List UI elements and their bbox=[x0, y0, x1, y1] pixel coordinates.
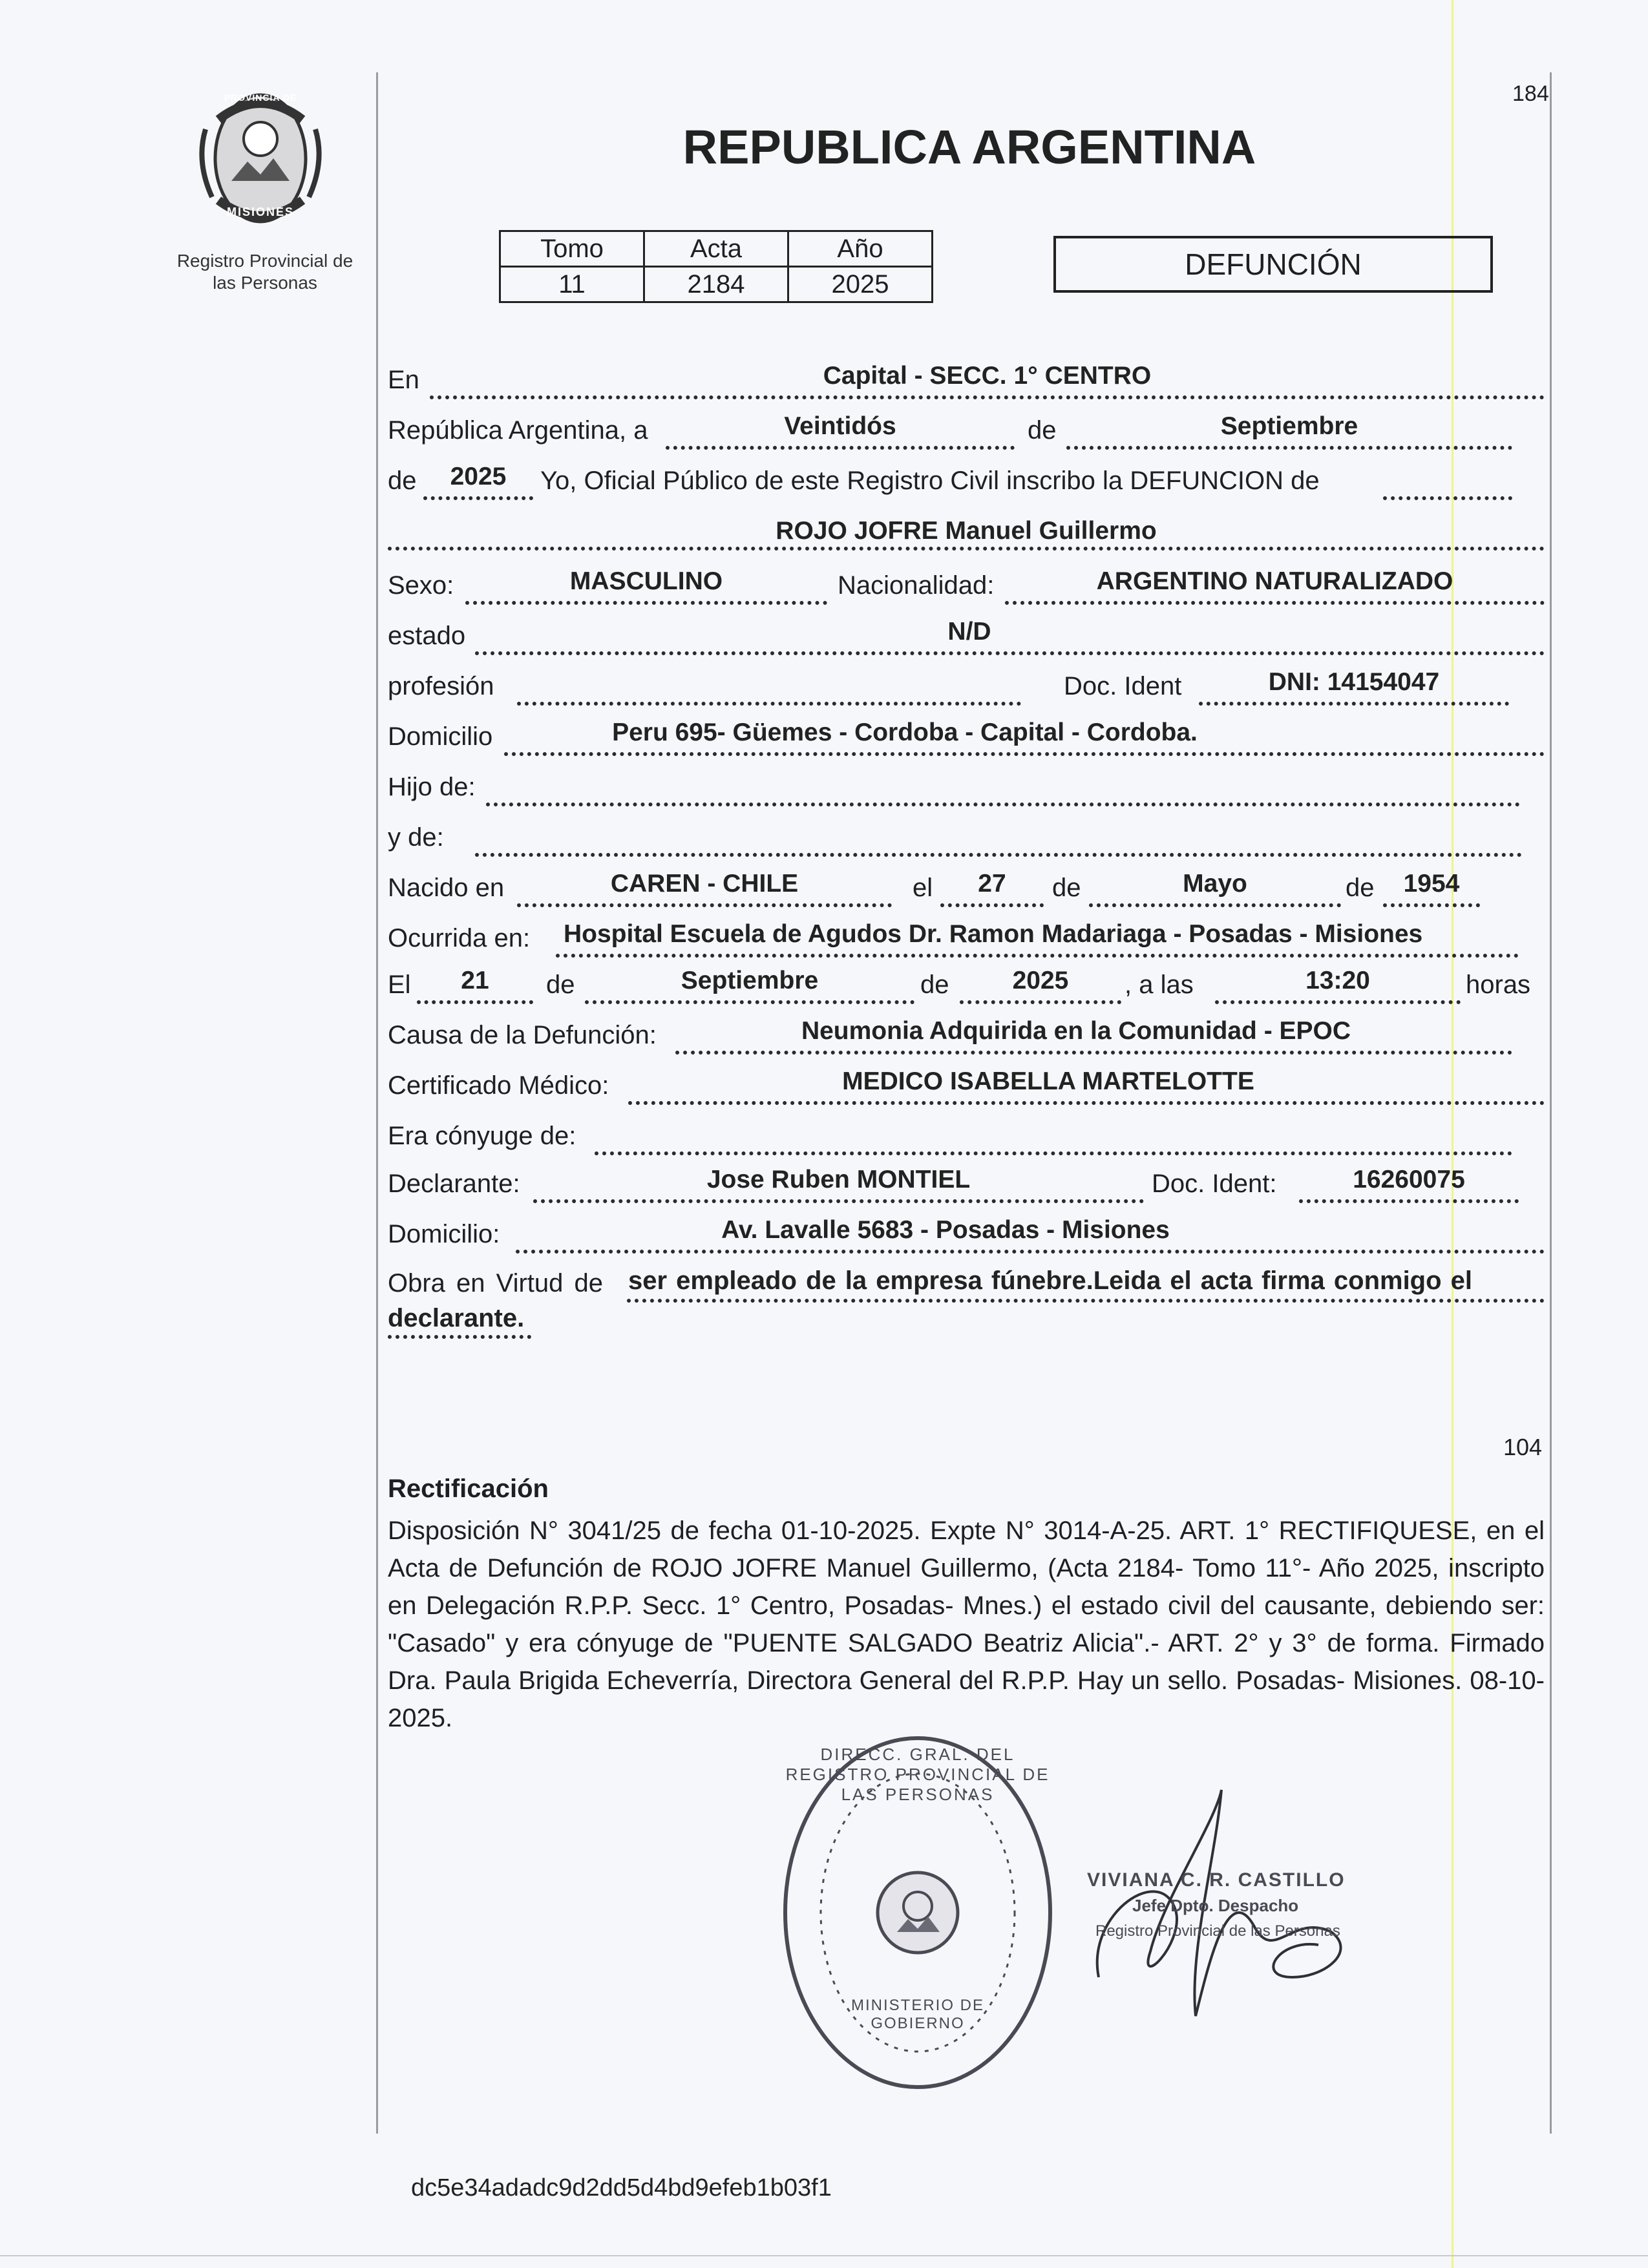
death-time-field-line bbox=[1215, 1000, 1461, 1004]
record-table-value: 11 bbox=[500, 267, 644, 302]
month-field-line bbox=[1066, 446, 1512, 450]
ocurrida-value: Hospital Escuela de Agudos Dr. Ramon Madariaga - Posadas - Misiones bbox=[564, 920, 1423, 948]
profesion-label: profesión bbox=[388, 672, 494, 700]
domicilio-label: Domicilio bbox=[388, 722, 493, 751]
certificado-label: Certificado Médico: bbox=[388, 1071, 609, 1100]
de-label-4: de bbox=[546, 971, 575, 999]
de-label-3: de bbox=[1346, 874, 1375, 902]
el-label: el bbox=[913, 874, 933, 902]
rectification-page-number: 104 bbox=[1503, 1434, 1543, 1460]
estado-label: estado bbox=[388, 622, 466, 650]
a-las-label: , a las bbox=[1125, 971, 1194, 999]
profesion-field-line bbox=[517, 702, 1021, 706]
obra-label: Obra en Virtud de bbox=[388, 1269, 604, 1297]
obra-field-line-1 bbox=[627, 1299, 1545, 1303]
year-value: 2025 bbox=[450, 463, 507, 490]
death-month-value: Septiembre bbox=[681, 967, 819, 994]
record-table-header: Acta bbox=[644, 231, 788, 267]
rectification-body: Disposición N° 3041/25 de fecha 01-10-2025. Expte N° 3014-A-25. ART. 1° RECTIFIQUESE, en el Acta de Defunción de ROJO JOFRE Manuel Guillermo, (Acta 2184- Tomo 11°- Año 2025, inscripto en Delegación R.P.P. Secc. 1° Centro, Posadas- Mnes.) el estado civil del causante, debiendo ser: "Casado" y era cónyuge de "PUENTE SALGADO Beatriz Alicia".- ART. 2° y 3° de forma. Firmado Dra. Paula Brigida Echeverría, Directora General del R.P.P. Hay un sello. Posadas- Misiones. 08-10-2025. bbox=[388, 1517, 1545, 1732]
de-year-label: de bbox=[388, 467, 417, 495]
highlighter-line bbox=[1452, 0, 1453, 2268]
record-table-header-row bbox=[500, 231, 933, 267]
death-year-value: 2025 bbox=[1012, 967, 1069, 994]
birth-year-field-line bbox=[1383, 903, 1480, 907]
declarante-field-line bbox=[533, 1199, 1144, 1203]
record-table-value: 2184 bbox=[644, 267, 788, 302]
el-label-2: El bbox=[388, 971, 411, 999]
deceased-name: ROJO JOFRE Manuel Guillermo bbox=[776, 517, 1157, 545]
signature-stamp-name: VIVIANA C. R. CASTILLO bbox=[1087, 1869, 1346, 1891]
birth-place-value: CAREN - CHILE bbox=[610, 870, 799, 898]
declarante-value: Jose Ruben MONTIEL bbox=[706, 1166, 971, 1193]
declarante-domicilio-field-line bbox=[516, 1250, 1545, 1254]
declarante-domicilio-value: Av. Lavalle 5683 - Posadas - Misiones bbox=[721, 1216, 1170, 1244]
declarante-doc-field-line bbox=[1299, 1199, 1519, 1203]
domicilio-label-2: Domicilio: bbox=[388, 1220, 500, 1248]
doc-ident-label: Doc. Ident bbox=[1064, 672, 1182, 700]
obra-value-line1: ser empleado de la empresa fúnebre.Leida el acta firma conmigo el bbox=[628, 1266, 1473, 1295]
right-margin-rule bbox=[1550, 72, 1552, 2134]
nacionalidad-field-line bbox=[1005, 601, 1545, 605]
birth-month-value: Mayo bbox=[1183, 870, 1247, 898]
record-table-header: Año bbox=[788, 231, 933, 267]
certificado-field-line bbox=[628, 1101, 1545, 1105]
birth-month-field-line bbox=[1089, 903, 1341, 907]
hijo-de-field-line bbox=[486, 803, 1520, 806]
registry-caption-line2: las Personas bbox=[213, 273, 317, 293]
estado-value: N/D bbox=[947, 618, 991, 646]
bottom-edge bbox=[0, 2255, 1648, 2256]
nacido-label: Nacido en bbox=[388, 874, 505, 902]
death-time-value: 13:20 bbox=[1305, 967, 1370, 994]
doc-ident-label-2: Doc. Ident: bbox=[1152, 1170, 1277, 1198]
record-type-box bbox=[1053, 236, 1493, 293]
en-label: En bbox=[388, 366, 419, 394]
sexo-field-line bbox=[465, 601, 827, 605]
de-label: de bbox=[1028, 416, 1057, 445]
document-hash: dc5e34adadc9d2dd5d4bd9efeb1b03f1 bbox=[411, 2174, 832, 2201]
record-table-value: 2025 bbox=[788, 267, 933, 302]
republica-label: República Argentina, a bbox=[388, 416, 648, 445]
estado-field-line bbox=[475, 651, 1545, 655]
sexo-value: MASCULINO bbox=[569, 567, 723, 595]
en-value: Capital - SECC. 1° CENTRO bbox=[823, 362, 1152, 390]
emblem-bottom-text: MISIONES bbox=[226, 205, 294, 218]
ocurrida-field-line bbox=[556, 954, 1519, 958]
hijo-de-label: Hijo de: bbox=[388, 773, 476, 801]
obra-field-line-2 bbox=[388, 1335, 531, 1339]
birth-day-value: 27 bbox=[978, 870, 1006, 898]
doc-ident-field-line bbox=[1199, 702, 1509, 706]
day-field-line bbox=[666, 446, 1015, 450]
conyuge-field-line bbox=[595, 1151, 1512, 1155]
doc-ident-value: DNI: 14154047 bbox=[1268, 668, 1440, 696]
yo-trailing-line bbox=[1383, 496, 1512, 500]
en-field-line bbox=[430, 395, 1545, 399]
ocurrida-label: Ocurrida en: bbox=[388, 924, 531, 952]
record-table bbox=[499, 230, 933, 303]
death-year-field-line bbox=[960, 1000, 1121, 1004]
left-margin-rule bbox=[376, 72, 378, 2134]
obra-value-line2: declarante. bbox=[388, 1304, 525, 1332]
seal-inner-text: MINISTERIO DE GOBIERNO bbox=[850, 1997, 984, 2032]
death-day-field-line bbox=[417, 1000, 533, 1004]
declarante-label: Declarante: bbox=[388, 1170, 520, 1198]
nacionalidad-label: Nacionalidad: bbox=[838, 571, 995, 600]
de-label-2: de bbox=[1052, 874, 1081, 902]
registry-caption-line1: Registro Provincial de bbox=[176, 251, 354, 271]
de-label-5: de bbox=[920, 971, 949, 999]
signature-stamp-role: Jefe Dpto. Despacho bbox=[1132, 1896, 1299, 1915]
birth-place-field-line bbox=[517, 903, 892, 907]
causa-field-line bbox=[675, 1051, 1512, 1055]
birth-day-field-line bbox=[940, 903, 1044, 907]
year-field-line bbox=[423, 496, 533, 500]
rectification-heading: Rectificación bbox=[388, 1475, 549, 1503]
domicilio-value: Peru 695- Güemes - Cordoba - Capital - Cordoba. bbox=[612, 719, 1198, 746]
emblem-top-text: PROVINCIA DE bbox=[224, 92, 297, 103]
conyuge-label: Era cónyuge de: bbox=[388, 1122, 576, 1150]
record-type: DEFUNCIÓN bbox=[1185, 247, 1362, 281]
y-de-field-line bbox=[475, 853, 1522, 857]
sexo-label: Sexo: bbox=[388, 571, 454, 600]
record-table-value-row bbox=[500, 267, 933, 302]
signature-stamp-office: Registro Provincial de las Personas bbox=[1095, 1922, 1340, 1940]
causa-value: Neumonia Adquirida en la Comunidad - EPOC bbox=[801, 1017, 1351, 1045]
domicilio-field-line bbox=[504, 752, 1545, 756]
day-words-value: Veintidós bbox=[784, 412, 896, 440]
y-de-label: y de: bbox=[388, 823, 444, 852]
page-title: REPUBLICA ARGENTINA bbox=[682, 120, 1256, 174]
month-words-value: Septiembre bbox=[1220, 412, 1358, 440]
nacionalidad-value: ARGENTINO NATURALIZADO bbox=[1096, 567, 1453, 595]
deceased-name-line bbox=[388, 547, 1545, 551]
causa-label: Causa de la Defunción: bbox=[388, 1021, 657, 1049]
death-day-value: 21 bbox=[461, 967, 489, 994]
death-month-field-line bbox=[585, 1000, 914, 1004]
page-number-top: 184 bbox=[1512, 81, 1549, 106]
record-table-header: Tomo bbox=[500, 231, 644, 267]
certificado-value: MEDICO ISABELLA MARTELOTTE bbox=[842, 1067, 1254, 1095]
yo-text: Yo, Oficial Público de este Registro Civil inscribo la DEFUNCION de bbox=[540, 467, 1320, 495]
declarante-doc-value: 16260075 bbox=[1353, 1166, 1465, 1193]
birth-year-value: 1954 bbox=[1403, 870, 1460, 898]
horas-label: horas bbox=[1466, 971, 1531, 999]
seal-outer-text: DIRECC. GRAL. DEL REGISTRO PROVINCIAL DE LAS PERSONAS bbox=[785, 1745, 1050, 1804]
